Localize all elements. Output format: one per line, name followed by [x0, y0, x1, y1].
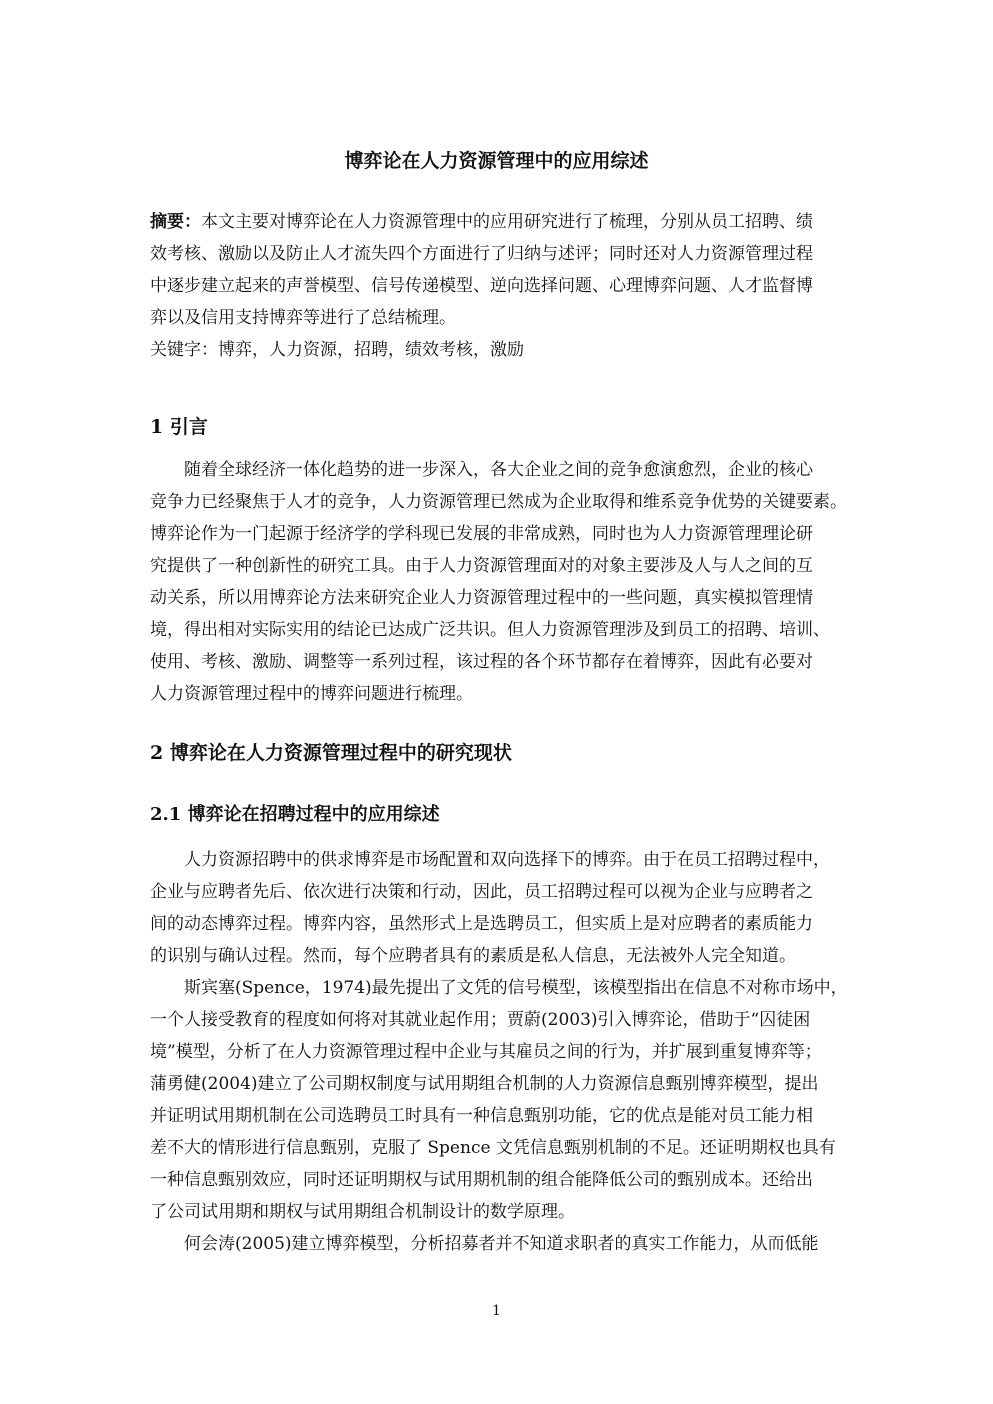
- section-2-1-heading: 2.1 博弈论在招聘过程中的应用综述: [150, 804, 440, 825]
- section-1-heading: 1 引言: [150, 416, 208, 438]
- paragraph-line: 蒲勇健(2004)建立了公司期权制度与试用期组合机制的人力资源信息甄别博弈模型，提出: [150, 1074, 819, 1094]
- paragraph-line: 动关系，所以用博弈论方法来研究企业人力资源管理过程中的一些问题，真实模拟管理情: [150, 588, 813, 608]
- section-2-1-paragraph-3: [150, 1228, 840, 1260]
- paragraph-line: 随着全球经济一体化趋势的进一步深入，各大企业之间的竞争愈演愈烈，企业的核心: [184, 460, 813, 480]
- paragraph-line: 的识别与确认过程。然而，每个应聘者具有的素质是私人信息，无法被外人完全知道。: [150, 946, 796, 966]
- page-number: 1: [492, 1303, 501, 1319]
- abstract-label: 摘要：: [150, 212, 201, 232]
- paragraph-line: 使用、考核、激励、调整等一系列过程，该过程的各个环节都存在着博弈，因此有必要对: [150, 652, 813, 672]
- paragraph-line: 一个人接受教育的程度如何将对其就业起作用；贾蔚(2003)引入博弈论，借助于“囚徒困: [150, 1010, 811, 1030]
- section-2-heading: 2 博弈论在人力资源管理过程中的研究现状: [150, 742, 512, 764]
- paragraph-line: 差不大的情形进行信息甄别，克服了 Spence 文凭信息甄别机制的不足。还证明期权也具有: [150, 1138, 836, 1158]
- paragraph-line: 斯宾塞(Spence，1974)最先提出了文凭的信号模型，该模型指出在信息不对称市场中，: [184, 978, 848, 998]
- paragraph-line: 究提供了一种创新性的研究工具。由于人力资源管理面对的对象主要涉及人与人之间的互: [150, 556, 813, 576]
- keywords-line: 关键字：博弈，人力资源，招聘，绩效考核，激励: [150, 340, 524, 360]
- paragraph-line: 并证明试用期机制在公司选聘员工时具有一种信息甄别功能，它的优点是能对员工能力相: [150, 1106, 813, 1126]
- paragraph-line: 境，得出相对实际实用的结论已达成广泛共识。但人力资源管理涉及到员工的招聘、培训、: [150, 620, 830, 640]
- paragraph-line: 间的动态博弈过程。博弈内容，虽然形式上是选聘员工，但实质上是对应聘者的素质能力: [150, 914, 813, 934]
- abstract-line: 效考核、激励以及防止人才流失四个方面进行了归纳与述评；同时还对人力资源管理过程: [150, 244, 813, 264]
- paragraph-line: 人力资源招聘中的供求博弈是市场配置和双向选择下的博弈。由于在员工招聘过程中，: [184, 850, 830, 870]
- document-title: 博弈论在人力资源管理中的应用综述: [344, 150, 649, 172]
- section-1-body: [150, 454, 847, 710]
- paragraph-line: 企业与应聘者先后、依次进行决策和行动，因此，员工招聘过程可以视为企业与应聘者之: [150, 882, 813, 902]
- abstract-line: 中逐步建立起来的声誉模型、信号传递模型、逆向选择问题、心理博弈问题、人才监督博: [150, 276, 813, 296]
- paragraph-line: 何会涛(2005)建立博弈模型，分析招募者并不知道求职者的真实工作能力，从而低能: [184, 1234, 819, 1254]
- abstract-line: 弈以及信用支持博弈等进行了总结梳理。: [150, 308, 456, 328]
- paragraph-line: 了公司试用期和期权与试用期组合机制设计的数学原理。: [150, 1202, 575, 1222]
- section-2-1-paragraph-1: [150, 844, 840, 972]
- abstract-block: [150, 206, 840, 366]
- section-2-1-paragraph-2: [150, 972, 848, 1228]
- paragraph-line: 境”模型，分析了在人力资源管理过程中企业与其雇员之间的行为，并扩展到重复博弈等；: [150, 1042, 822, 1062]
- abstract-line: 摘要：本文主要对博弈论在人力资源管理中的应用研究进行了梳理，分别从员工招聘、绩: [150, 212, 813, 232]
- paragraph-line: 人力资源管理过程中的博弈问题进行梳理。: [150, 684, 473, 704]
- paragraph-line: 博弈论作为一门起源于经济学的学科现已发展的非常成熟，同时也为人力资源管理理论研: [150, 524, 813, 544]
- paragraph-line: 一种信息甄别效应，同时还证明期权与试用期机制的组合能降低公司的甄别成本。还给出: [150, 1170, 813, 1190]
- paragraph-line: 竞争力已经聚焦于人才的竞争，人力资源管理已然成为企业取得和维系竞争优势的关键要素。: [150, 492, 847, 512]
